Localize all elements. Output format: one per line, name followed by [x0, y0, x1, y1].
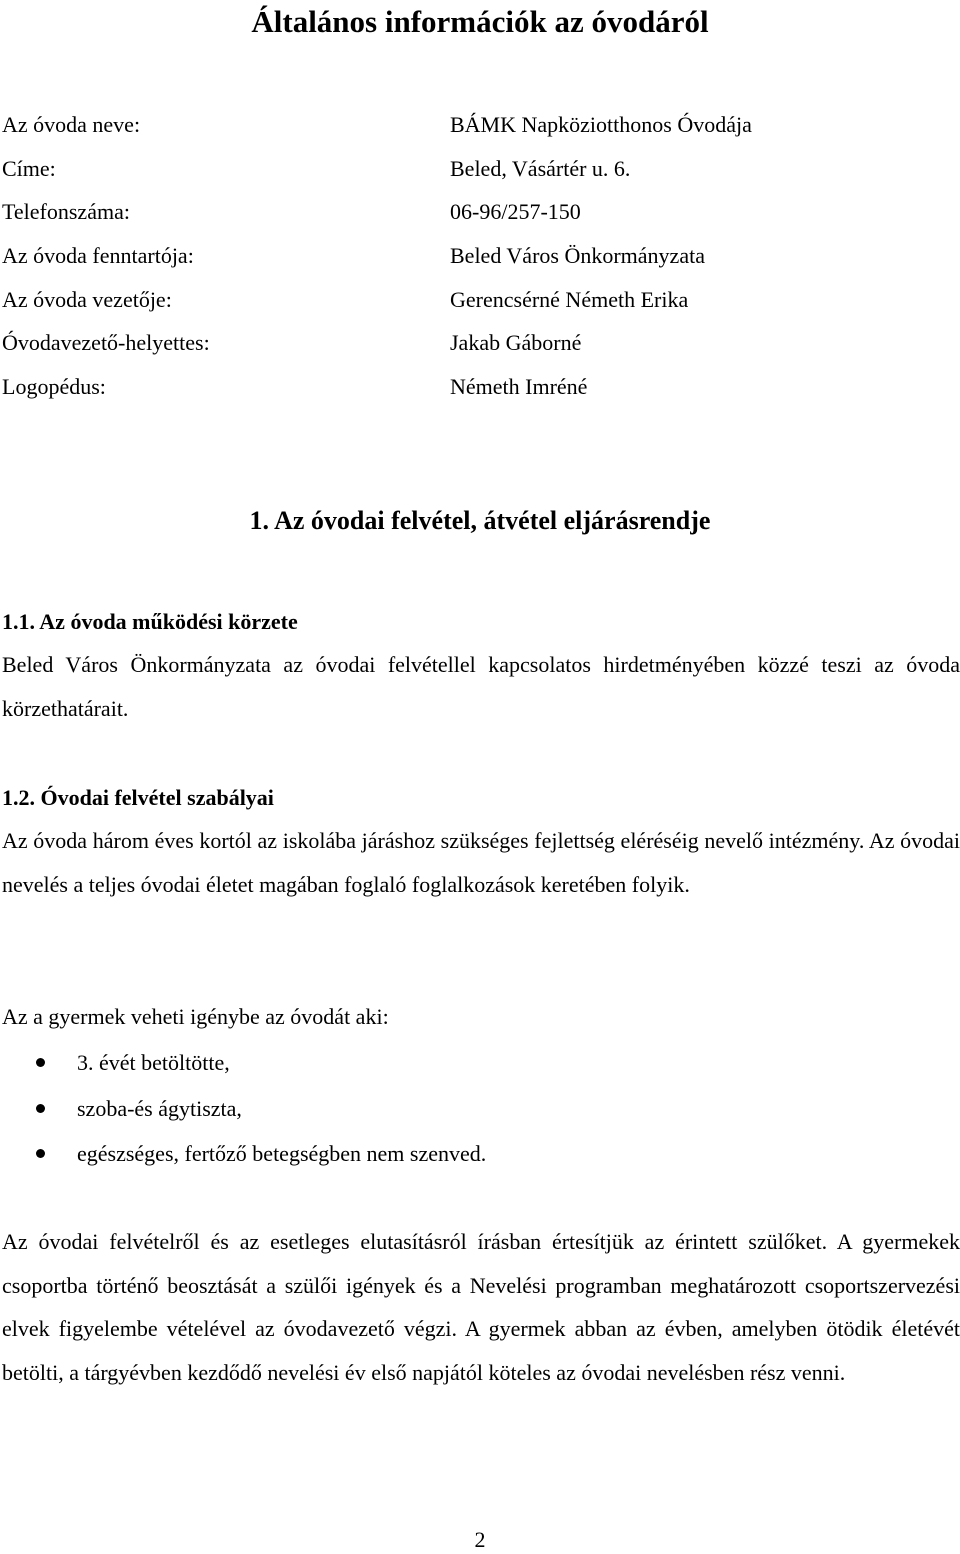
- info-label: Telefonszáma:: [2, 199, 130, 225]
- document-title: Általános információk az óvodáról: [251, 4, 709, 39]
- list-item-text: szoba-és ágytiszta,: [77, 1095, 242, 1121]
- info-value: 06-96/257-150: [450, 199, 581, 225]
- bullet-icon: [36, 1058, 45, 1067]
- info-table: [2, 103, 942, 409]
- info-value: Beled Város Önkormányzata: [450, 243, 705, 269]
- info-row: [2, 278, 942, 322]
- info-row: [2, 234, 942, 278]
- list-intro: Az a gyermek veheti igénybe az óvodát aki:: [2, 1004, 389, 1029]
- info-label: Óvodavezető-helyettes:: [2, 330, 210, 356]
- bullet-icon: [36, 1104, 45, 1113]
- section-heading: 1. Az óvodai felvétel, átvétel eljárásrendje: [249, 506, 711, 535]
- info-label: Az óvoda vezetője:: [2, 286, 172, 312]
- info-value: Gerencsérné Németh Erika: [450, 286, 689, 312]
- info-value: Németh Imréné: [450, 374, 588, 400]
- info-label: Logopédus:: [2, 374, 106, 400]
- paragraph: Az óvoda három éves kortól az iskolába járáshoz szükséges fejlettség eléréséig nevelő intézmény. Az óvodai nevelés a teljes óvodai életet magában foglaló foglalkozások keretében folyik.: [2, 828, 960, 897]
- page-number: 2: [474, 1527, 486, 1552]
- subsection-heading: 1.1. Az óvoda működési körzete: [2, 609, 298, 634]
- list-item-text: 3. évét betöltötte,: [77, 1050, 230, 1075]
- subsection-heading: 1.2. Óvodai felvétel szabályai: [2, 785, 274, 810]
- info-value: Beled, Vásártér u. 6.: [450, 155, 631, 181]
- info-row: [2, 190, 942, 234]
- bullet-icon: [36, 1149, 45, 1158]
- info-row: [2, 365, 942, 409]
- info-value: BÁMK Napköziotthonos Óvodája: [450, 112, 752, 137]
- list-item-text: egészséges, fertőző betegségben nem szenved.: [77, 1141, 487, 1166]
- info-label: Címe:: [2, 155, 56, 181]
- paragraph: Az óvodai felvételről és az esetleges elutasításról írásban értesítjük az érintett szülőket. A gyermekek csoportba történő beosztását a szülői igények és a Nevelési programban meghatározott csoportszervezési elvek figyelembe vételével az óvodavezető végzi. A gyermek abban az évben, amelyben ötödik életévét betölti, a tárgyévben kezdődő nevelési év első napjától köteles az óvodai nevelésben rész venni.: [2, 1229, 960, 1386]
- info-value: Jakab Gáborné: [450, 330, 582, 356]
- info-row: [2, 147, 942, 191]
- info-label: Az óvoda neve:: [2, 112, 141, 137]
- paragraph: Beled Város Önkormányzata az óvodai felvétellel kapcsolatos hirdetményében közzé teszi az óvoda körzethatárait.: [2, 652, 960, 721]
- info-label: Az óvoda fenntartója:: [2, 243, 194, 269]
- info-row: [2, 103, 942, 147]
- info-row: [2, 321, 942, 365]
